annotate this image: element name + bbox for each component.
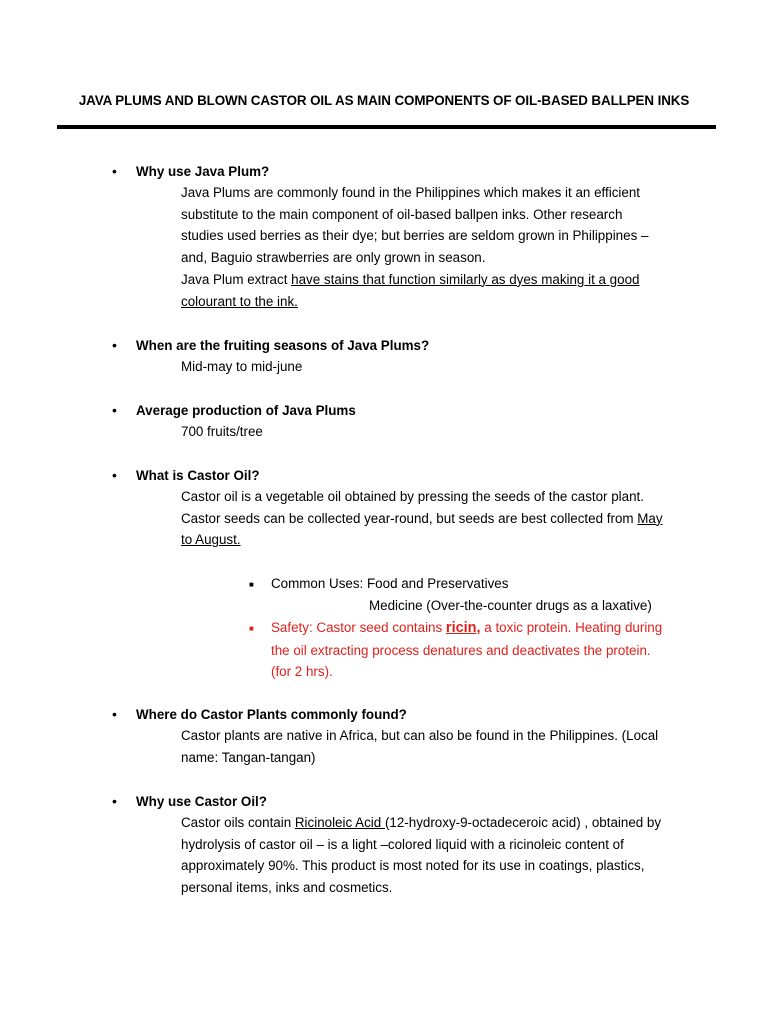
text-line (271, 617, 662, 640)
text-fragment: Safety: Castor seed contains (271, 620, 446, 635)
bullet-icon: • (112, 706, 117, 722)
text-line: the oil extracting process denatures and deactivates the protein. (271, 642, 651, 658)
question-what-is-castor-oil: What is Castor Oil? (136, 468, 260, 483)
bullet-icon: • (112, 402, 117, 418)
text-line: substitute to the main component of oil-based ballpen inks. Other research (181, 206, 623, 222)
text-line: personal items, inks and cosmetics. (181, 880, 393, 896)
square-bullet-icon: ■ (249, 624, 254, 633)
square-bullet-icon: ■ (249, 580, 254, 589)
text-fragment: Castor seeds can be collected year-round, but seeds are best collected from (181, 510, 638, 526)
text-line (181, 812, 661, 834)
text-line: name: Tangan-tangan) (181, 749, 316, 765)
answer-castor-oil (181, 486, 663, 551)
safety-note (271, 617, 662, 683)
answer-average-production: 700 fruits/tree (181, 424, 263, 439)
text-fragment: Java Plum extract (181, 271, 292, 287)
text-line: and, Baguio strawberries are only grown in season. (181, 250, 486, 266)
underlined-text: to August. (181, 532, 241, 548)
question-average-production: Average production of Java Plums (136, 403, 356, 418)
document-title: JAVA PLUMS AND BLOWN CASTOR OIL AS MAIN COMPONENTS OF OIL-BASED BALLPEN INKS (78, 93, 690, 108)
text-fragment: (12-hydroxy-9-octadeceroic acid) , obtained by (384, 815, 662, 830)
answer-java-plum (181, 182, 648, 312)
title-divider (57, 125, 716, 129)
underlined-text: have stains that function similarly as dyes making it a good (291, 271, 640, 287)
answer-fruiting-seasons: Mid-may to mid-june (181, 359, 303, 374)
text-line: (for 2 hrs). (271, 664, 333, 680)
text-line: hydrolysis of castor oil – is a light –colored liquid with a ricinoleic content of (181, 836, 624, 852)
bullet-icon: • (112, 337, 117, 353)
text-line (181, 269, 648, 291)
question-why-java-plum: Why use Java Plum? (136, 164, 270, 179)
text-line: Castor oil is a vegetable oil obtained by pressing the seeds of the castor plant. (181, 489, 644, 504)
bullet-icon: • (112, 467, 117, 483)
underlined-text: May (637, 510, 663, 526)
underlined-text: colourant to the ink. (181, 293, 298, 309)
text-fragment: Castor oils contain (181, 815, 295, 830)
underlined-text: Ricinoleic Acid (294, 815, 385, 830)
text-fragment: a toxic protein. Heating during (480, 620, 663, 635)
text-line: Common Uses: Food and Preservatives (271, 576, 509, 591)
question-fruiting-seasons: When are the fruiting seasons of Java Plums? (136, 338, 430, 353)
answer-castor-plants (181, 725, 658, 768)
common-uses (271, 573, 652, 616)
text-line: Castor plants are native in Africa, but can also be found in the Philippines. (Local (181, 728, 659, 743)
text-line: Java Plums are commonly found in the Philippines which makes it an efficient (181, 185, 640, 200)
question-why-castor-oil: Why use Castor Oil? (136, 794, 267, 809)
text-line: Medicine (Over-the-counter drugs as a laxative) (369, 597, 652, 613)
text-line: approximately 90%. This product is most noted for its use in coatings, plastics, (181, 858, 645, 874)
answer-why-castor-oil (181, 812, 661, 899)
text-line (181, 508, 663, 530)
question-where-castor-plants: Where do Castor Plants commonly found? (136, 707, 407, 722)
emphasized-text: ricin, (445, 620, 481, 636)
bullet-icon: • (112, 793, 117, 809)
bullet-icon: • (112, 163, 117, 179)
text-line: studies used berries as their dye; but berries are seldom grown in Philippines – (181, 228, 649, 244)
